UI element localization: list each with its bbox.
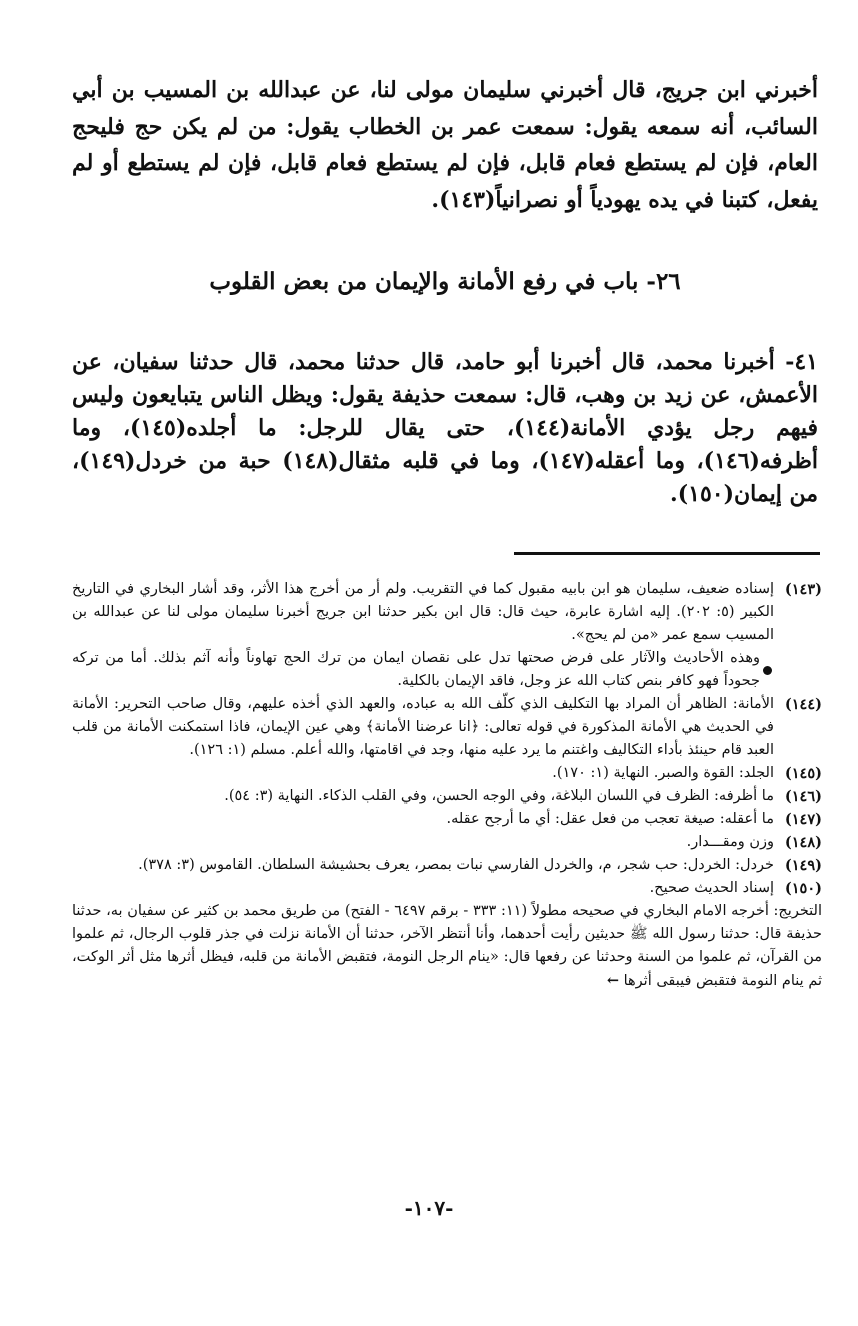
footnotes (72, 578, 822, 993)
footnote-text: ما أعقله: صيغة تعجب من فعل عقل: أي ما أرجح عقله. (446, 811, 774, 827)
footnote-146 (72, 785, 822, 808)
footnote-text: إسناده ضعيف، سليمان هو ابن بابيه مقبول كما في التقريب. ولم أر من أخرج هذا الأثر، وقد أشار البخاري في التاريخ الكبير (٥: ٢٠٢). إليه اشارة عابرة، حيث قال: قال ابن بكير حدثنا ابن جريج أخبرنا سليمان مولى لنا عن عبدالله بن المسيب سمع عمر «من لم يحج». (72, 581, 774, 643)
intro-paragraph: أخبرني ابن جريج، قال أخبرني سليمان مولى لنا، عن عبدالله بن المسيب بن أبي السائب، أنه سمعه يقول: سمعت عمر بن الخطاب يقول: من لم يكن حج فليحج العام، فإن لم يستطع فعام قابل، فإن لم يستطع فعام قابل، فإن لم يستطع أو لم يفعل، كتبنا في يده يهودياً أو نصرانياً(١٤٣). (72, 77, 818, 213)
footnote-150 (72, 877, 822, 900)
footnote-text: الأمانة: الظاهر أن المراد بها التكليف الذي كلّف الله به عباده، والعهد الذي أخذه عليهم، وقال صاحب التحرير: الأمانة في الحديث هي الأمانة المذكورة في قوله تعالى: ﴿انا عرضنا الأمانة﴾ وهي عين الإيمان، فاذا استمكنت الأمانة من قلب العبد قام حينئذ بأداء التكاليف واغتنم ما يرد عليه منها، وجد في اقامتها، والله أعلم. مسلم (١: ١٢٦). (72, 696, 774, 758)
continuation-arrow-icon: ← (606, 972, 619, 989)
footnote-text: الجلد: القوة والصبر. النهاية (١: ١٧٠). (552, 765, 774, 781)
hadith-text: ٤١- أخبرنا محمد، قال أخبرنا أبو حامد، قال حدثنا محمد، قال حدثنا سفيان، عن الأعمش، عن زيد بن وهب، قال: سمعت حذيفة يقول: ويظل الناس يتبايعون وليس فيهم رجل يؤدي الأمانة(١٤٤)، حتى يقال للرجل: ما أجلده(١٤٥)، وما أظرفه(١٤٦)، وما أعقله(١٤٧)، وما في قلبه مثقال(١٤٨) حبة من خردل(١٤٩)، من إيمان(١٥٠). (72, 349, 819, 507)
chapter-title: ٢٦- باب في رفع الأمانة والإيمان من بعض القلوب (209, 268, 681, 295)
footnote-144 (72, 693, 822, 762)
footnote-number: (١٤٣) (784, 581, 822, 598)
footnote-text: إسناد الحديث صحيح. (649, 880, 774, 896)
footnote-number: (١٤٦) (784, 788, 822, 805)
footnote-143 (72, 578, 822, 647)
footnote-text: ما أظرفه: الظرف في اللسان البلاغة، وفي الوجه الحسن، وفي القلب الذكاء. النهاية (٣: ٥٤). (224, 788, 774, 804)
footnote-separator (514, 552, 820, 555)
footnote-text: وزن ومقـــدار. (686, 834, 774, 850)
footnote-number: (١٤٤) (784, 696, 822, 713)
footnote-148 (72, 831, 822, 854)
footnote-149 (72, 854, 822, 877)
footnote-number: (١٤٩) (784, 857, 822, 874)
footnote-147 (72, 808, 822, 831)
footnote-number: (١٤٧) (784, 811, 822, 828)
bullet-icon (760, 647, 774, 693)
footnote-text: التخريج: أخرجه الامام البخاري في صحيحه مطولاً (١١: ٣٣٣ - برقم ٦٤٩٧ - الفتح) من طريق محمد بن كثير عن سفيان به، حدثنا حذيفة قال: حدثنا رسول الله ﷺ حديثين رأيت أحدهما، وأنا أنتظر الآخر، حدثنا أن الأمانة نزلت في جذر قلوب الرجال، ثم علموا من القرآن، ثم علموا من السنة وحدثنا عن رفعها قال: «ينام الرجل النومة، فتقبض الأمانة من قلبه، فيظل أثرها مثل أثر الوكت، ثم ينام النومة فتقبض فيبقى أثرها (72, 903, 823, 989)
hadith-block (72, 346, 818, 511)
footnote-text: خردل: الخردل: حب شجر، م، والخردل الفارسي نبات بمصر، يعرف بحشيشة السلطان. القاموس (٣: ٣٧٨). (138, 857, 774, 873)
footnote-145 (72, 762, 822, 785)
footnote-number: (١٤٥) (784, 765, 822, 782)
footnote-text: وهذه الأحاديث والآثار على فرض صحتها تدل على نقصان ايمان من ترك الحج تهاوناً وأنه آثم بذلك. أما من تركه جحوداً فهو كافر بنص كتاب الله عز وجل، فاقد الإيمان بالكلية. (72, 650, 760, 689)
footnote-number: (١٤٨) (784, 834, 822, 851)
intro-paragraph-block (72, 72, 818, 218)
footnote-150-takhrij (72, 900, 822, 993)
page-number: -١٠٧- (404, 1196, 454, 1220)
footnote-number: (١٥٠) (784, 880, 822, 897)
footnote-143-continuation (72, 647, 822, 693)
